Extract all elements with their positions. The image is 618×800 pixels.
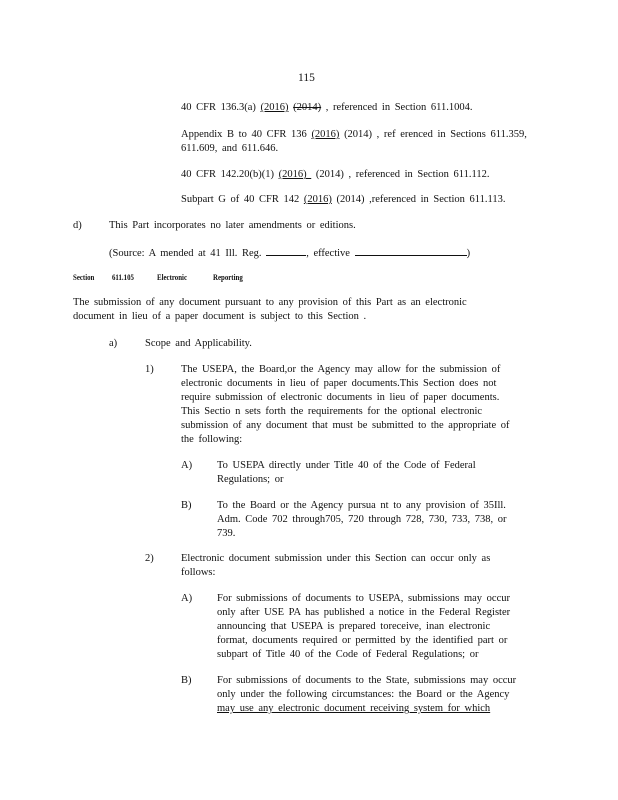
item-1A-label: A) bbox=[181, 460, 193, 471]
section-heading-number: 611.105 bbox=[112, 273, 134, 282]
item-2-line: follows: bbox=[181, 567, 216, 578]
item-1B-line: Adm. Code 702 through705, 720 through 728, 730, 733, 738, or bbox=[217, 514, 507, 525]
source-note: (Source: A mended at 41 Ill. Reg. , effective ) bbox=[109, 245, 470, 261]
item-2B-line: only under the following circumstances: the Board or the Agency bbox=[217, 689, 510, 700]
inserted-year: (2016) bbox=[311, 129, 340, 140]
item-1B-line: To the Board or the Agency pursua nt to any provision of 35Ill. bbox=[217, 500, 506, 511]
item-1-line: the following: bbox=[181, 434, 243, 445]
reference-136-3a: 40 CFR 136.3(a) (2016) (2014) , referenced in Section 611.1004. bbox=[181, 102, 473, 113]
intro-line-2: document in lieu of a paper document is subject to this Section . bbox=[73, 311, 367, 322]
item-2B-line: For submissions of documents to the State, submissions may occur bbox=[217, 675, 517, 686]
subsection-a-label: a) bbox=[109, 338, 118, 349]
subsection-a-title: Scope and Applicability. bbox=[145, 338, 252, 349]
item-1B-line: 739. bbox=[217, 528, 236, 539]
item-1-label: 1) bbox=[145, 364, 154, 375]
reference-subpart-g: Subpart G of 40 CFR 142 (2016) (2014) ,referenced in Section 611.113. bbox=[181, 194, 506, 205]
item-2B-line-inserted: may use any electronic document receiving system for which bbox=[217, 703, 491, 714]
item-1-line: This Sectio n sets forth the requirements for the optional electronic bbox=[181, 406, 483, 417]
item-2-label: 2) bbox=[145, 553, 154, 564]
item-2A-line: subpart of Title 40 of the Code of Federal Regulations; or bbox=[217, 649, 479, 660]
item-1A-line: Regulations; or bbox=[217, 474, 284, 485]
inserted-year: (2016) bbox=[260, 102, 289, 113]
reference-appendix-b-line2: 611.609, and 611.646. bbox=[181, 143, 279, 154]
item-2A-line: only after USE PA has published a notice in the Federal Register bbox=[217, 607, 511, 618]
inserted-year: (2016) bbox=[303, 194, 332, 205]
register-page-blank bbox=[266, 245, 306, 256]
subsection-d-label: d) bbox=[73, 220, 82, 231]
intro-line-1: The submission of any document pursuant to any provision of this Part as an electronic bbox=[73, 297, 467, 308]
effective-date-blank bbox=[355, 245, 467, 256]
item-2A-line: announcing that USEPA is prepared toreceive, inan electronic bbox=[217, 621, 491, 632]
item-2A-line: format, documents required or permitted by the identified part or bbox=[217, 635, 508, 646]
reference-142-20: 40 CFR 142.20(b)(1) (2016) (2014) , referenced in Section 611.112. bbox=[181, 169, 490, 180]
item-2-line: Electronic document submission under this Section can occur only as bbox=[181, 553, 491, 564]
item-2B-label: B) bbox=[181, 675, 192, 686]
item-1B-label: B) bbox=[181, 500, 192, 511]
item-1-line: submission of any document that must be submitted to the appropriate of bbox=[181, 420, 510, 431]
subsection-d-text: This Part incorporates no later amendments or editions. bbox=[109, 220, 356, 231]
struck-year: (2014) bbox=[293, 102, 322, 113]
section-heading-title-2: Reporting bbox=[213, 273, 243, 282]
item-2A-label: A) bbox=[181, 593, 193, 604]
item-1-line: The USEPA, the Board,or the Agency may allow for the submission of bbox=[181, 364, 501, 375]
item-1-line: require submission of electronic documents in lieu of paper documents. bbox=[181, 392, 500, 403]
inserted-year: (2016) bbox=[278, 169, 312, 180]
reference-appendix-b-line1: Appendix B to 40 CFR 136 (2016) (2014) , ref erenced in Sections 611.359, bbox=[181, 129, 527, 140]
item-1-line: electronic documents in lieu of paper documents.This Section does not bbox=[181, 378, 497, 389]
item-2A-line: For submissions of documents to USEPA, submissions may occur bbox=[217, 593, 510, 604]
page-number: 115 bbox=[298, 72, 315, 84]
item-1A-line: To USEPA directly under Title 40 of the Code of Federal bbox=[217, 460, 476, 471]
section-heading-title-1: Electronic bbox=[157, 273, 188, 282]
section-heading-word: Section bbox=[73, 273, 95, 282]
